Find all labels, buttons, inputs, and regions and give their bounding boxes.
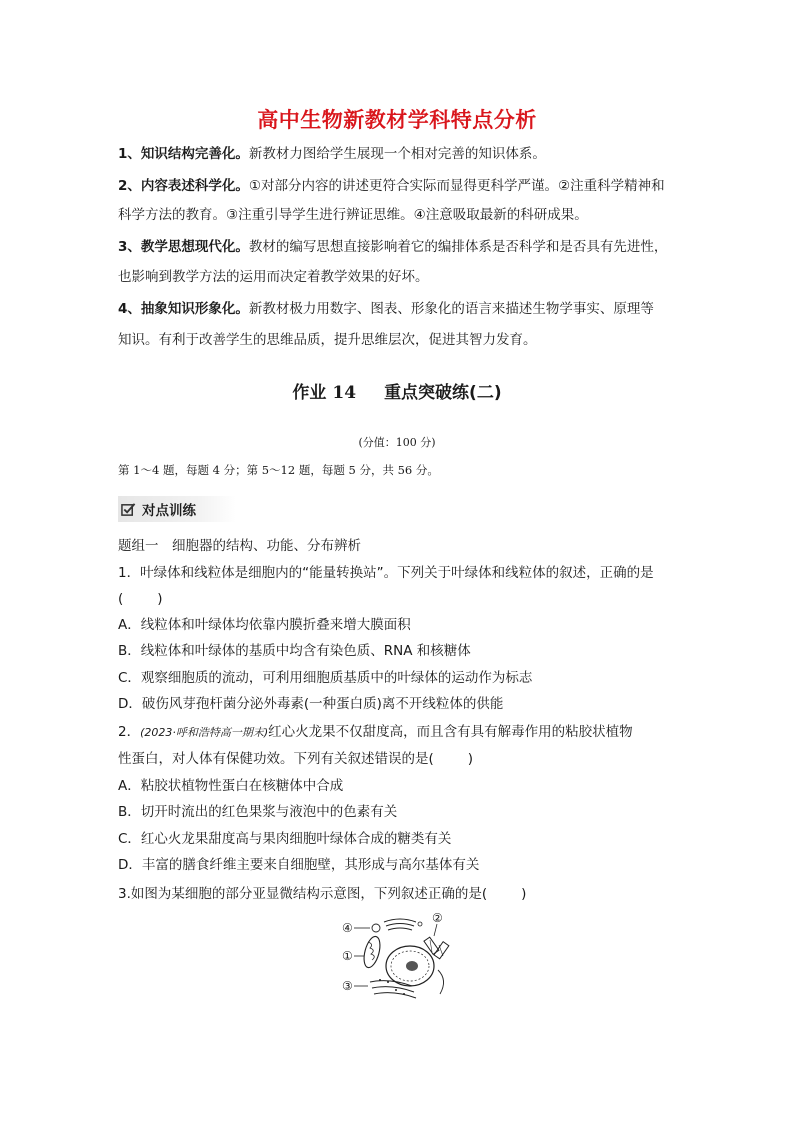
homework-title: 作业 14 重点突破练(二): [292, 383, 502, 403]
q2-stem-cont: 性蛋白，对人体有保健功效。下列有关叙述错误的是( ): [118, 751, 474, 767]
figure-label-4: ④: [342, 921, 353, 935]
figure-label-2: ②: [432, 912, 443, 925]
intro-line-4: 3、教学思想现代化。教材的编写思想直接影响着它的编排体系是否科学和是否具有先进性，: [118, 239, 668, 255]
intro-line-7: 知识。有利于改善学生的思维品质，提升思维层次，促进其智力发育。: [118, 332, 537, 348]
total-score: (分值：100 分): [358, 436, 436, 449]
q1-option-a: A．线粒体和叶绿体均依靠内膜折叠来增大膜面积: [118, 617, 411, 633]
cell-diagram-figure: [340, 912, 462, 1012]
q2-option-c: C．红心火龙果甜度高与果肉细胞叶绿体合成的糖类有关: [118, 831, 452, 847]
checkbox-icon: [121, 502, 136, 517]
q1-stem: 1．叶绿体和线粒体是细胞内的“能量转换站”。下列关于叶绿体和线粒体的叙述，正确的是: [118, 565, 654, 581]
q1-option-b: B．线粒体和叶绿体的基质中均含有染色质、RNA 和核糖体: [118, 643, 471, 659]
intro-line-3: 科学方法的教育。③注重引导学生进行辨证思维。④注意吸取最新的科研成果。: [118, 207, 588, 223]
figure-label-1: ①: [342, 949, 353, 963]
group-title: 题组一 细胞器的结构、功能、分布辨析: [118, 538, 361, 554]
q2-stem: 2．(2023·呼和浩特高一期末)红心火龙果不仅甜度高，而且含有具有解毒作用的粘胶状植物: [118, 724, 633, 740]
intro-line-6: 4、抽象知识形象化。新教材极力用数字、图表、形象化的语言来描述生物学事实、原理等: [118, 301, 654, 317]
intro-line-1: 1、知识结构完善化。新教材力图给学生展现一个相对完善的知识体系。: [118, 146, 546, 162]
q2-option-d: D．丰富的膳食纤维主要来自细胞壁，其形成与高尔基体有关: [118, 857, 480, 873]
figure-label-3: ③: [342, 979, 353, 993]
section-label: 对点训练: [142, 503, 196, 519]
q2-option-b: B．切开时流出的红色果浆与液泡中的色素有关: [118, 804, 398, 820]
q3-stem: 3.如图为某细胞的部分亚显微结构示意图，下列叙述正确的是( ): [118, 886, 527, 902]
intro-line-5: 也影响到教学方法的运用而决定着教学效果的好坏。: [118, 269, 429, 285]
q1-option-c: C．观察细胞质的流动，可利用细胞质基质中的叶绿体的运动作为标志: [118, 670, 533, 686]
intro-line-2: 2、内容表述科学化。①对部分内容的讲述更符合实际而显得更科学严谨。②注重科学精神和: [118, 178, 665, 194]
section-banner: [118, 496, 236, 522]
q1-option-d: D．破伤风芽孢杆菌分泌外毒素(一种蛋白质)离不开线粒体的供能: [118, 696, 504, 712]
q1-answer-paren: ( ): [118, 591, 163, 607]
q2-source: (2023·呼和浩特高一期末): [140, 726, 269, 739]
main-title: 高中生物新教材学科特点分析: [257, 108, 537, 132]
q2-option-a: A．粘胶状植物性蛋白在核糖体中合成: [118, 778, 344, 794]
scoring-rule: 第 1～4 题，每题 4 分；第 5～12 题，每题 5 分，共 56 分。: [118, 463, 439, 477]
